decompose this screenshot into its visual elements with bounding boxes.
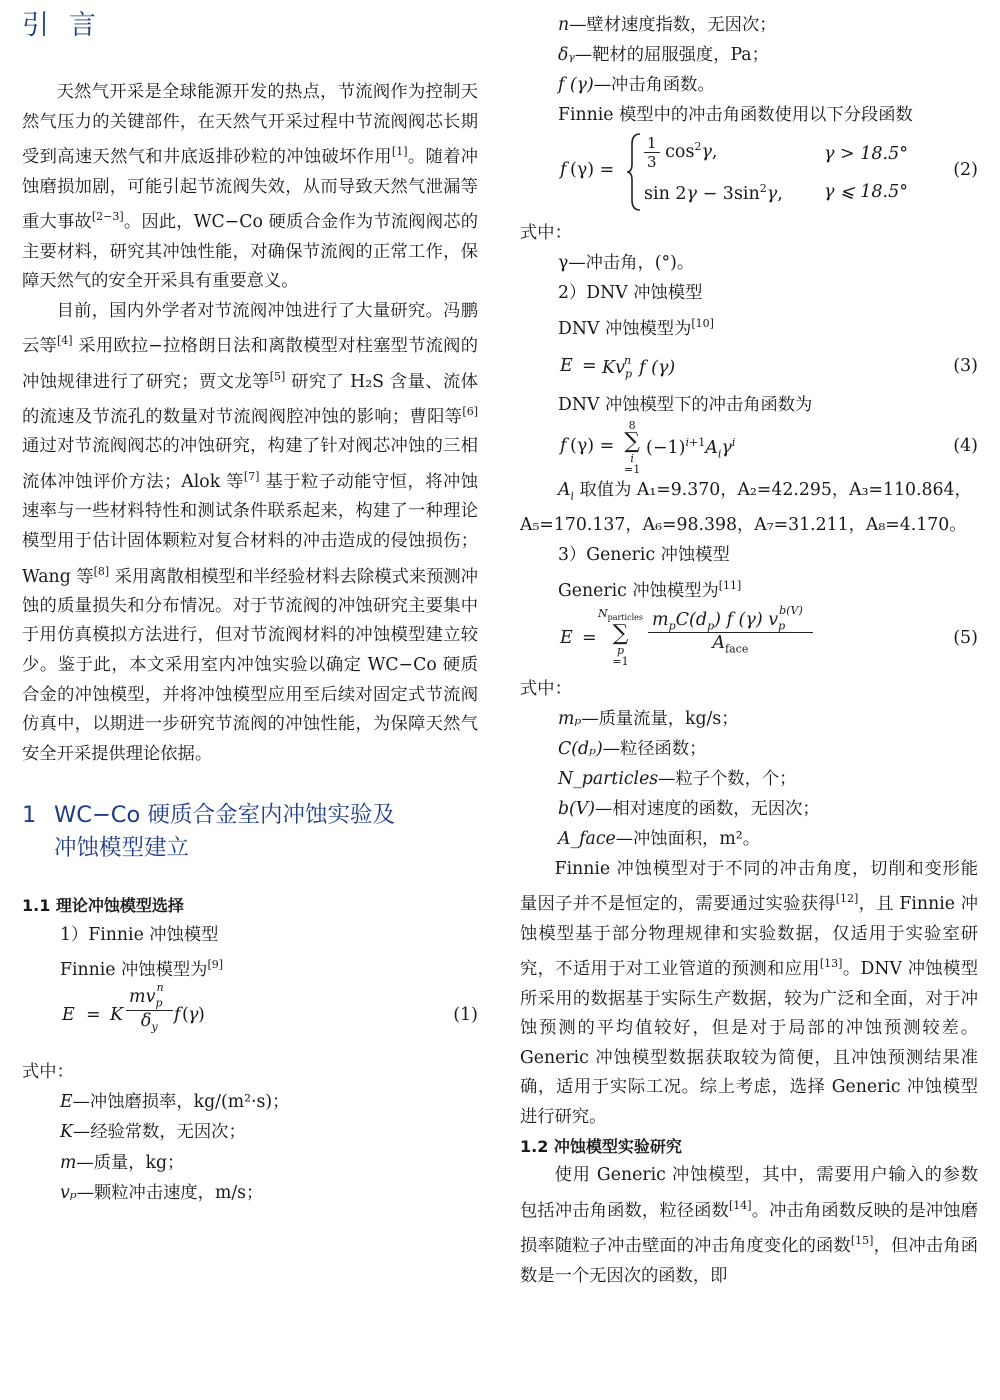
equation-5: E = $N_{particles}$ ∑ p =1 $m_pC(d_p)$ f (γ) $v_p^{b(V)}$ $A_{face}$ (5) xyxy=(560,603,978,668)
definition-item: A_face—冲蚀面积，m²。 xyxy=(558,829,761,850)
ai-values-line2: A₅=170.137，A₆=98.398，A₇=31.211，A₈=4.170。 xyxy=(520,514,967,535)
brace-icon xyxy=(626,132,642,212)
finnie-intro: Finnie 冲蚀模型为[9] xyxy=(60,958,224,981)
subsection-1-1-heading: 1.1 理论冲蚀模型选择 xyxy=(22,896,184,916)
section-1-heading: 1 WC−Co 硬质合金室内冲蚀实验及 冲蚀模型建立 xyxy=(22,802,395,862)
definition-item: K—经验常数，无因次； xyxy=(60,1122,246,1143)
left-column xyxy=(22,0,478,1208)
definition-item: δᵧ—靶材的屈服强度，Pa； xyxy=(558,45,769,66)
dnv-item: 2）DNV 冲蚀模型 xyxy=(558,283,703,304)
definition-item: n—壁材速度指数，无因次； xyxy=(558,15,777,35)
where-label-2: 式中： xyxy=(520,223,572,244)
gamma-definition: γ—冲击角，(°)。 xyxy=(558,253,695,274)
dnv-angle-intro: DNV 冲蚀模型下的冲击角函数为 xyxy=(558,394,813,415)
definition-item: C(dₚ)—粒径函数； xyxy=(558,738,707,759)
intro-heading: 引言 xyxy=(22,10,116,41)
definition-item: mₚ—质量流量，kg/s； xyxy=(558,708,739,729)
where-label-1: 式中： xyxy=(22,1062,74,1083)
comparison-paragraph: Finnie 冲蚀模型对于不同的冲击角度，切削和变形能量因子并不是恒定的，需要通过实验获得[12]，且 Finnie 冲蚀模型基于部分物理规律和实验数据，仅适用于实验室研究，不适用于对工业管道的预测和应用[13]。DNV 冲蚀模型所采用的数据基于实际生产数据，较为广泛和全面，对于冲蚀预测的平均值较好，但是对于局部的冲蚀预测较差。Generic 冲蚀模型数据获取较为简便，且冲蚀预测结果准确，适用于实际工况。综上考虑，选择 Generic 冲蚀模型进行研究。 xyxy=(520,858,978,1127)
experiment-paragraph: 使用 Generic 冲蚀模型，其中，需要用户输入的参数包括冲击角函数，粒径函数[14]。冲击角函数反映的是冲蚀磨损率随粒子冲击壁面的冲击角度变化的函数[15]，但冲击角函数是一个无因次的函数，即 xyxy=(520,1165,978,1286)
where-label-3: 式中： xyxy=(520,678,572,699)
intro-paragraph-2: 目前，国内外学者对节流阀冲蚀进行了大量研究。冯鹏云等[4] 采用欧拉−拉格朗日法和离散模型对柱塞型节流阀的冲蚀规律进行了研究；贾文龙等[5] 研究了 H₂S 含量、流体的流速及节流孔的数量对节流阀阀腔冲蚀的影响；曹阳等[6] 通过对节流阀阀芯的冲蚀研究，构建了针对阀芯冲蚀的三相流体冲蚀评价方法；Alok 等[7] 基于粒子动能守恒，将冲蚀速率与一些材料特性和测试条件联系起来，构建了一种理论模型用于估计固体颗粒对复合材料的冲击造成的侵蚀损伤；Wang 等[8] 采用离散相模型和半经验材料去除模式来预测冲蚀的质量损失和分布情况。对于节流阀的冲蚀研究主要集中于用仿真模拟方法进行，但对节流阀材料的冲蚀模型建立较少。鉴于此，本文采用室内冲蚀实验以确定 WC−Co 硬质合金的冲蚀模型，并将冲蚀模型应用至后续对固定式节流阀仿真中，以期进一步研究节流阀的冲蚀性能，为保障天然气安全开采提供理论依据。 xyxy=(22,300,479,764)
dnv-intro: DNV 冲蚀模型为[10] xyxy=(558,316,714,339)
equation-4: f (γ) = 8 ∑ i =1 $(-1)^{i+1}A_i\gamma^i$ (4) xyxy=(560,418,978,476)
definition-item: N_particles—粒子个数，个； xyxy=(558,769,797,789)
definition-item: f (γ)—冲击角函数。 xyxy=(558,75,715,96)
definition-item: m—质量，kg； xyxy=(60,1152,185,1173)
equation-3: E = $Kv_p^n$ f (γ) (3) xyxy=(560,353,978,380)
ai-values-line1: $A_i$ 取值为 A₁=9.370，A₂=42.295，A₃=110.864， xyxy=(558,479,972,503)
finnie-item: 1）Finnie 冲蚀模型 xyxy=(60,925,219,946)
finnie-angle-intro: Finnie 模型中的冲击角函数使用以下分段函数 xyxy=(558,104,913,125)
definition-item: E—冲蚀磨损率，kg/(m²·s)； xyxy=(60,1092,290,1113)
equation-1: E = K $mv_p^n$ $\delta_y$ f ( γ ) (1) xyxy=(62,981,478,1034)
intro-paragraph-1: 天然气开采是全球能源开发的热点，节流阀作为控制天然气压力的关键部件，在天然气开采过程中节流阀阀芯长期受到高速天然气和井底返排砂粒的冲蚀破坏作用[1]。随着冲蚀磨损加剧，可能引起节流阀失效，从而导致天然气泄漏等重大事故[2−3]。因此，WC−Co 硬质合金作为节流阀阀芯的主要材料，研究其冲蚀性能，对确保节流阀的正常工作，保障天然气的安全开采具有重要意义。 xyxy=(22,82,478,292)
generic-item: 3）Generic 冲蚀模型 xyxy=(558,545,730,566)
definitions-1 xyxy=(22,1087,478,1208)
generic-intro: Generic 冲蚀模型为[11] xyxy=(558,578,742,601)
definitions-2 xyxy=(520,704,978,855)
subsection-1-2-heading: 1.2 冲蚀模型实验研究 xyxy=(520,1137,682,1157)
right-column xyxy=(520,0,978,1291)
equation-2: f (γ) = $\frac{1}{3}$ $\cos^2\gamma$, $\sin 2\gamma - 3\sin^2\gamma$, γ > 18.5° γ ⩽ 18.5° (2) xyxy=(520,130,978,218)
definition-item: b(V)—相对速度的函数，无因次； xyxy=(558,799,820,820)
definition-item: vₚ—颗粒冲击速度，m/s； xyxy=(60,1182,264,1203)
